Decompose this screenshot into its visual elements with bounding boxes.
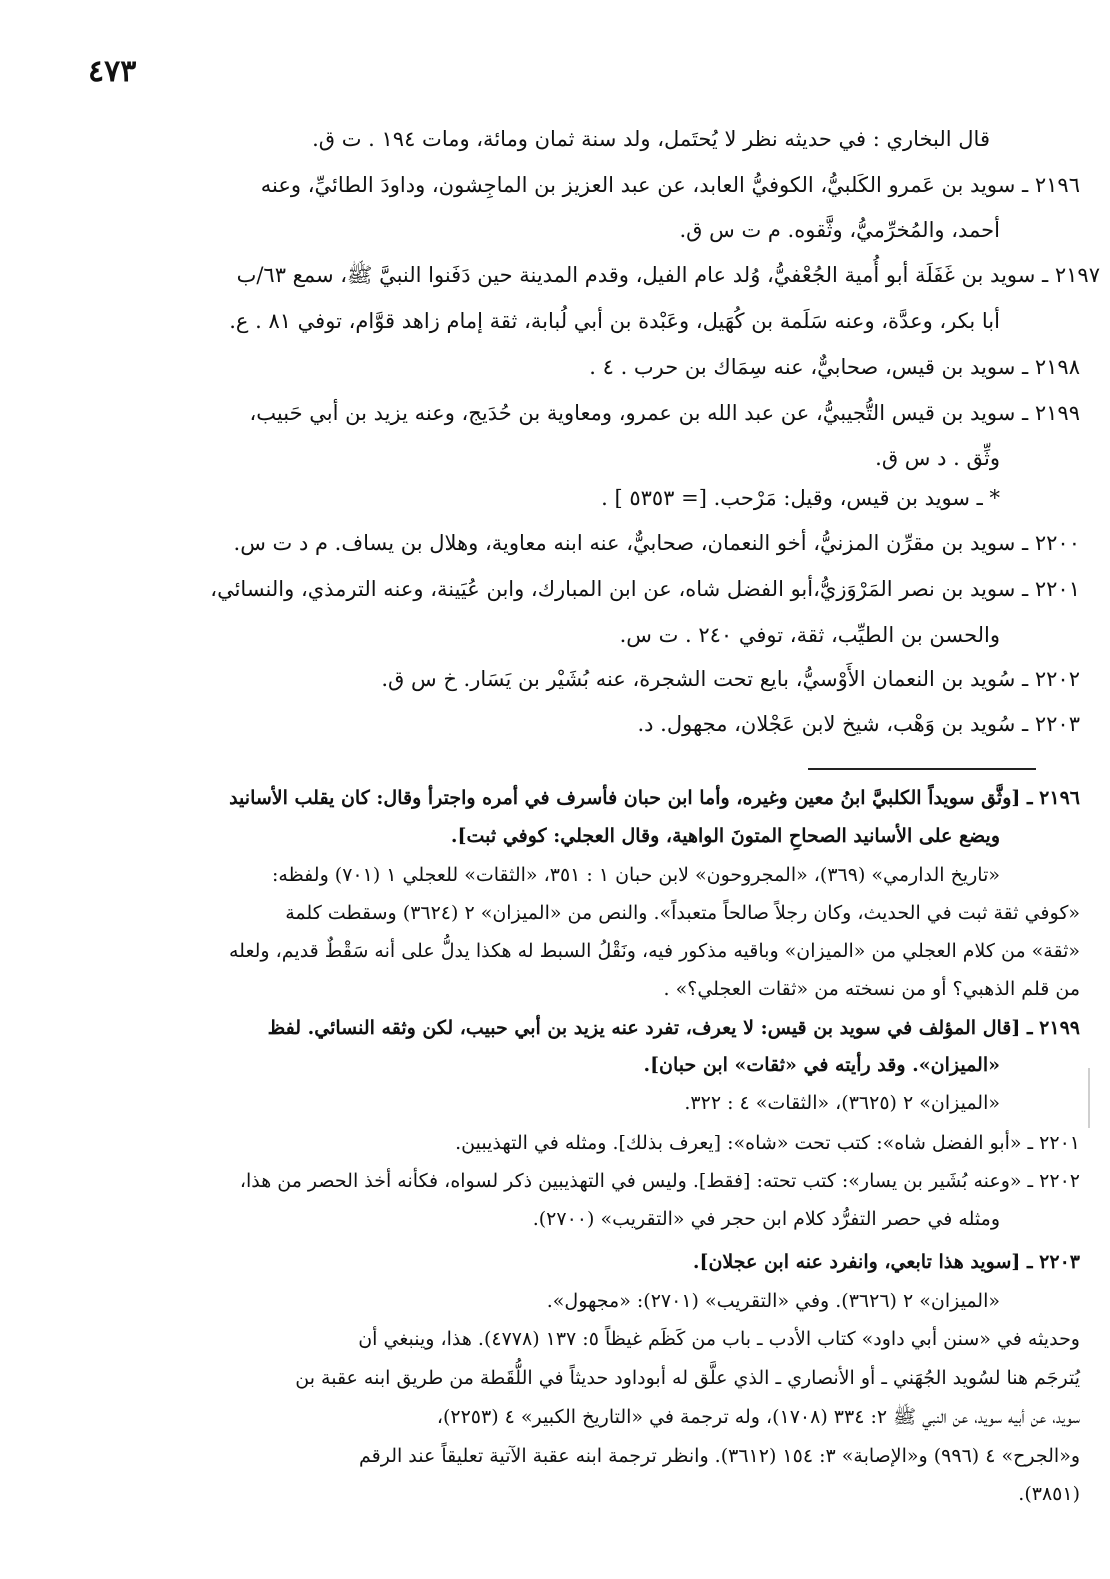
footnote-2196: ٢١٩٦ ـ [وثَّق سويداً الكلبيَّ ابنُ معين وغيره، وأما ابن حبان فأسرف في أمره واجترأ وقال: كان يقلب الأسانيد xyxy=(229,787,1080,809)
entry-2196: ٢١٩٦ ـ سويد بن عَمرو الكَلبيُّ، الكوفيُّ العابد، عن عبد العزيز بن الماجِشون، وداودَ الطائيِّ، وعنه xyxy=(260,173,1080,197)
page-number: ٤٧٣ xyxy=(88,54,137,89)
footnote-line: من قلم الذهبي؟ أو من نسخته من «ثقات العجلي؟» . xyxy=(663,978,1080,1000)
entry-2197: ٢١٩٧ ـ سويد بن غَفَلَة أبو أُمية الجُعْفيُّ، وُلد عام الفيل، وقدم المدينة حين دَفَنوا النبيَّ ﷺ، سمع ٦٣/ب xyxy=(236,263,1100,287)
margin-scan-mark xyxy=(1088,1068,1090,1128)
footnote-2199: ٢١٩٩ ـ [قال المؤلف في سويد بن قيس: لا يعرف، تفرد عنه يزيد بن أبي حبيب، لكن وثقه النسائي. لفظ xyxy=(267,1017,1080,1039)
footnote-line: «الميزان» ٢ (٣٦٢٦). وفي «التقريب» (٢٧٠١): «مجهول». xyxy=(546,1290,1000,1312)
entry-2202: ٢٢٠٢ ـ سُويد بن النعمان الأَوْسيُّ، بايع تحت الشجرة، عنه بُشَيْر بن يَسَار. خ س ق. xyxy=(381,667,1080,691)
footnote-line: ويضع على الأسانيد الصحاحِ المتونَ الواهية، وقال العجلي: كوفي ثبت]. xyxy=(450,825,1000,847)
footnote-2201: ٢٢٠١ ـ «أبو الفضل شاه»: كتب تحت «شاه»: [يعرف بذلك]. ومثله في التهذيبين. xyxy=(455,1132,1080,1154)
footnote-2203: ٢٢٠٣ ـ [سويد هذا تابعي، وانفرد عنه ابن عجلان]. xyxy=(692,1251,1080,1273)
footnote-line: يُترجَم هنا لسُويد الجُهَني ـ أو الأنصاري ـ الذي علَّق له أبوداود حديثاً في اللُّقَطة من طريق ابنه عقبة بن xyxy=(295,1367,1080,1389)
footnote-line: «تاريخ الدارمي» (٣٦٩)، «المجروحون» لابن حبان ١ : ٣٥١، «الثقات» للعجلي ١ (٧٠١) ولفظه: xyxy=(272,864,1000,886)
entry-2199: ٢١٩٩ ـ سويد بن قيس التُّجيبيُّ، عن عبد الله بن عمرو، ومعاوية بن حُدَيج، وعنه يزيد بن أبي حَبيب، xyxy=(249,401,1080,425)
footnote-line: (٣٨٥١). xyxy=(1018,1483,1080,1505)
footnote-line: «الميزان». وقد رأيته في «ثقات» ابن حبان]. xyxy=(643,1054,1000,1076)
footnote-line: «ثقة» من كلام العجلي من «الميزان» وباقيه مذكور فيه، ونَقْلُ السبط له هكذا يدلُّ على أنه سَقْطٌ قديم، ولعله xyxy=(229,940,1080,962)
text-line: والحسن بن الطيِّب، ثقة، توفي ٢٤٠ . ت س. xyxy=(619,623,1000,647)
footnote-line: «الميزان» ٢ (٣٦٢٥)، «الثقات» ٤ : ٣٢٢. xyxy=(684,1092,1000,1114)
text-line: وثِّق . د س ق. xyxy=(875,446,1000,470)
cross-reference: * ـ سويد بن قيس، وقيل: مَرْحب. [= ٥٣٥٣ ] . xyxy=(601,486,1000,510)
entry-2201: ٢٢٠١ ـ سويد بن نصر المَرْوَزيُّ،أبو الفضل شاه، عن ابن المبارك، وابن عُيَينة، وعنه الترمذي، والنسائي، xyxy=(210,577,1080,601)
text-line: قال البخاري : في حديثه نظر لا يُحتَمل، ولد سنة ثمان ومائة، ومات ١٩٤ . ت ق. xyxy=(312,127,990,151)
text-line: أبا بكر، وعدَّة، وعنه سَلَمة بن كُهَيل، وعَبْدة بن أبي لُبابة، ثقة إمام زاهد قوَّام، توفي ٨١ . ع. xyxy=(229,309,1000,333)
footnote-2202: ٢٢٠٢ ـ «وعنه بُشَير بن يسار»: كتب تحته: [فقط]. وليس في التهذيبين ذكر لسواه، فكأنه أخذ الحصر من هذا، xyxy=(239,1170,1080,1192)
text-line: أحمد، والمُخرِّميُّ، وثَّقوه. م ت س ق. xyxy=(679,218,1000,242)
entry-2200: ٢٢٠٠ ـ سويد بن مقرِّن المزنيُّ، أخو النعمان، صحابيٌّ، عنه ابنه معاوية، وهلال بن يساف. م د ت س. xyxy=(233,531,1080,555)
entry-2198: ٢١٩٨ ـ سويد بن قيس، صحابيٌّ، عنه سِمَاك بن حرب . ٤ . xyxy=(589,355,1080,379)
footnote-line: ومثله في حصر التفرُّد كلام ابن حجر في «التقريب» (٢٧٠٠). xyxy=(532,1208,1000,1230)
entry-2203: ٢٢٠٣ ـ سُويد بن وَهْب، شيخ لابن عَجْلان، مجهول. د. xyxy=(637,712,1080,736)
footnote-separator xyxy=(808,768,1036,770)
footnote-line: سويد، عن أبيه سويد، عن النبي ﷺ ٢: ٣٣٤ (١٧٠٨)، وله ترجمة في «التاريخ الكبير» ٤ (٢٢٥٣)، xyxy=(436,1406,1080,1428)
footnote-line: و«الجرح» ٤ (٩٩٦) و«الإصابة» ٣: ١٥٤ (٣٦١٢). وانظر ترجمة ابنه عقبة الآتية تعليقاً عند الرقم xyxy=(358,1445,1080,1467)
footnote-line: «كوفي ثقة ثبت في الحديث، وكان رجلاً صالحاً متعبداً». والنص من «الميزان» ٢ (٣٦٢٤) وسقطت كلمة xyxy=(285,902,1080,924)
footnote-line: وحديثه في «سنن أبي داود» كتاب الأدب ـ باب من كَظَم غيظاً ٥: ١٣٧ (٤٧٧٨). هذا، وينبغي أن xyxy=(358,1328,1080,1350)
